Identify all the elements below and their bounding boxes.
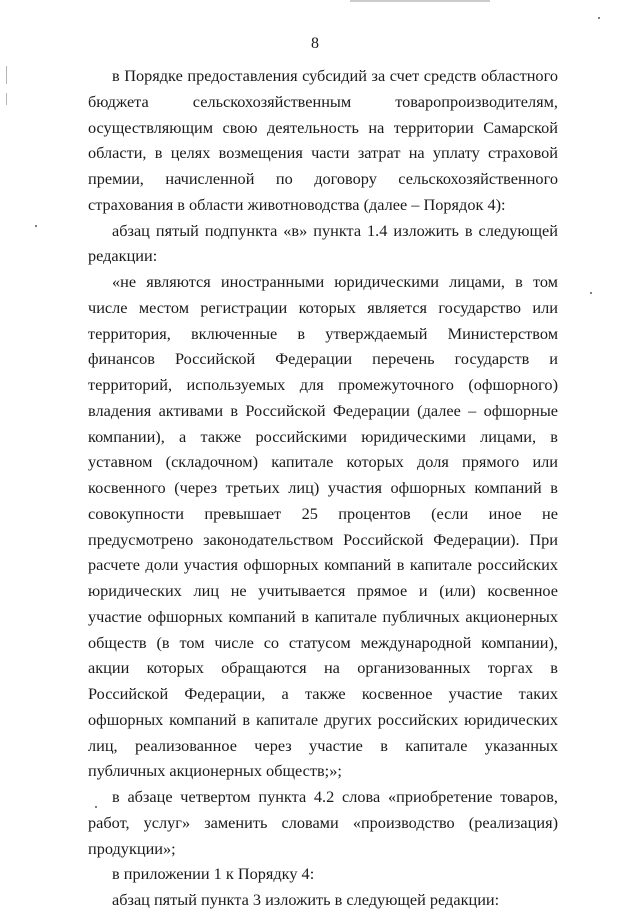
paragraph-amendment-3: абзац пятый пункта 3 изложить в следующей редакции:: [112, 890, 500, 909]
scan-dot: [35, 225, 37, 227]
paragraph-order-4-intro: в Порядке предоставления субсидий за счет средств областного бюджета сельскохозяйственным товаропроизводителям, осуществляющим свою деятельность на территории Самарской области, в целях возмещения части затрат на уплату страховой премии, начисленной по договору сельскохозяйственного страхования в области животноводства (далее – Порядок 4):: [88, 66, 558, 214]
paragraph-offshore-clause: «не являются иностранными юридическими лицами, в том числе местом регистрации которых является государство или территория, включенные в утверждаемый Министерством финансов Российской Федерации перечень государств и территорий, используемых для промежуточного (офшорного) владения активами в Российской Федерации (далее – офшорные компании), а также российскими юридическими лицами, в уставном (складочном) капитале которых доля прямого или косвенного (через третьих лиц) участия офшорных компаний в совокупности превышает 25 процентов (если иное не предусмотрено законодательством Российской Федерации). При расчете доли участия офшорных компаний в капитале российских юридических лиц не учитывается прямое и (или) косвенное участие офшорных компаний в капитале публичных акционерных обществ (в том числе со статусом международной компании), акции которых обращаются на организованных торгах в Российской Федерации, а также косвенное участие таких офшорных компаний в капитале других российских юридических лиц, реализованное через участие в капитале указанных публичных акционерных обществ;»;: [88, 272, 558, 781]
scan-artifact-top: [350, 0, 490, 2]
scan-artifact-left: [6, 66, 7, 84]
scan-dot: [598, 17, 600, 19]
scan-dot: [590, 292, 592, 294]
page-number: 8: [311, 35, 319, 52]
paragraph-amendment-4-2: в абзаце четвертом пункта 4.2 слова «приобретение товаров, работ, услуг» заменить словами «производство (реализация) продукции»;: [88, 787, 558, 858]
paragraph-appendix-1: в приложении 1 к Порядку 4:: [112, 864, 315, 884]
paragraph-amendment-1-4: абзац пятый подпункта «в» пункта 1.4 изложить в следующей редакции:: [88, 220, 558, 266]
scan-artifact-left: [6, 93, 7, 105]
document-body: [88, 63, 558, 913]
